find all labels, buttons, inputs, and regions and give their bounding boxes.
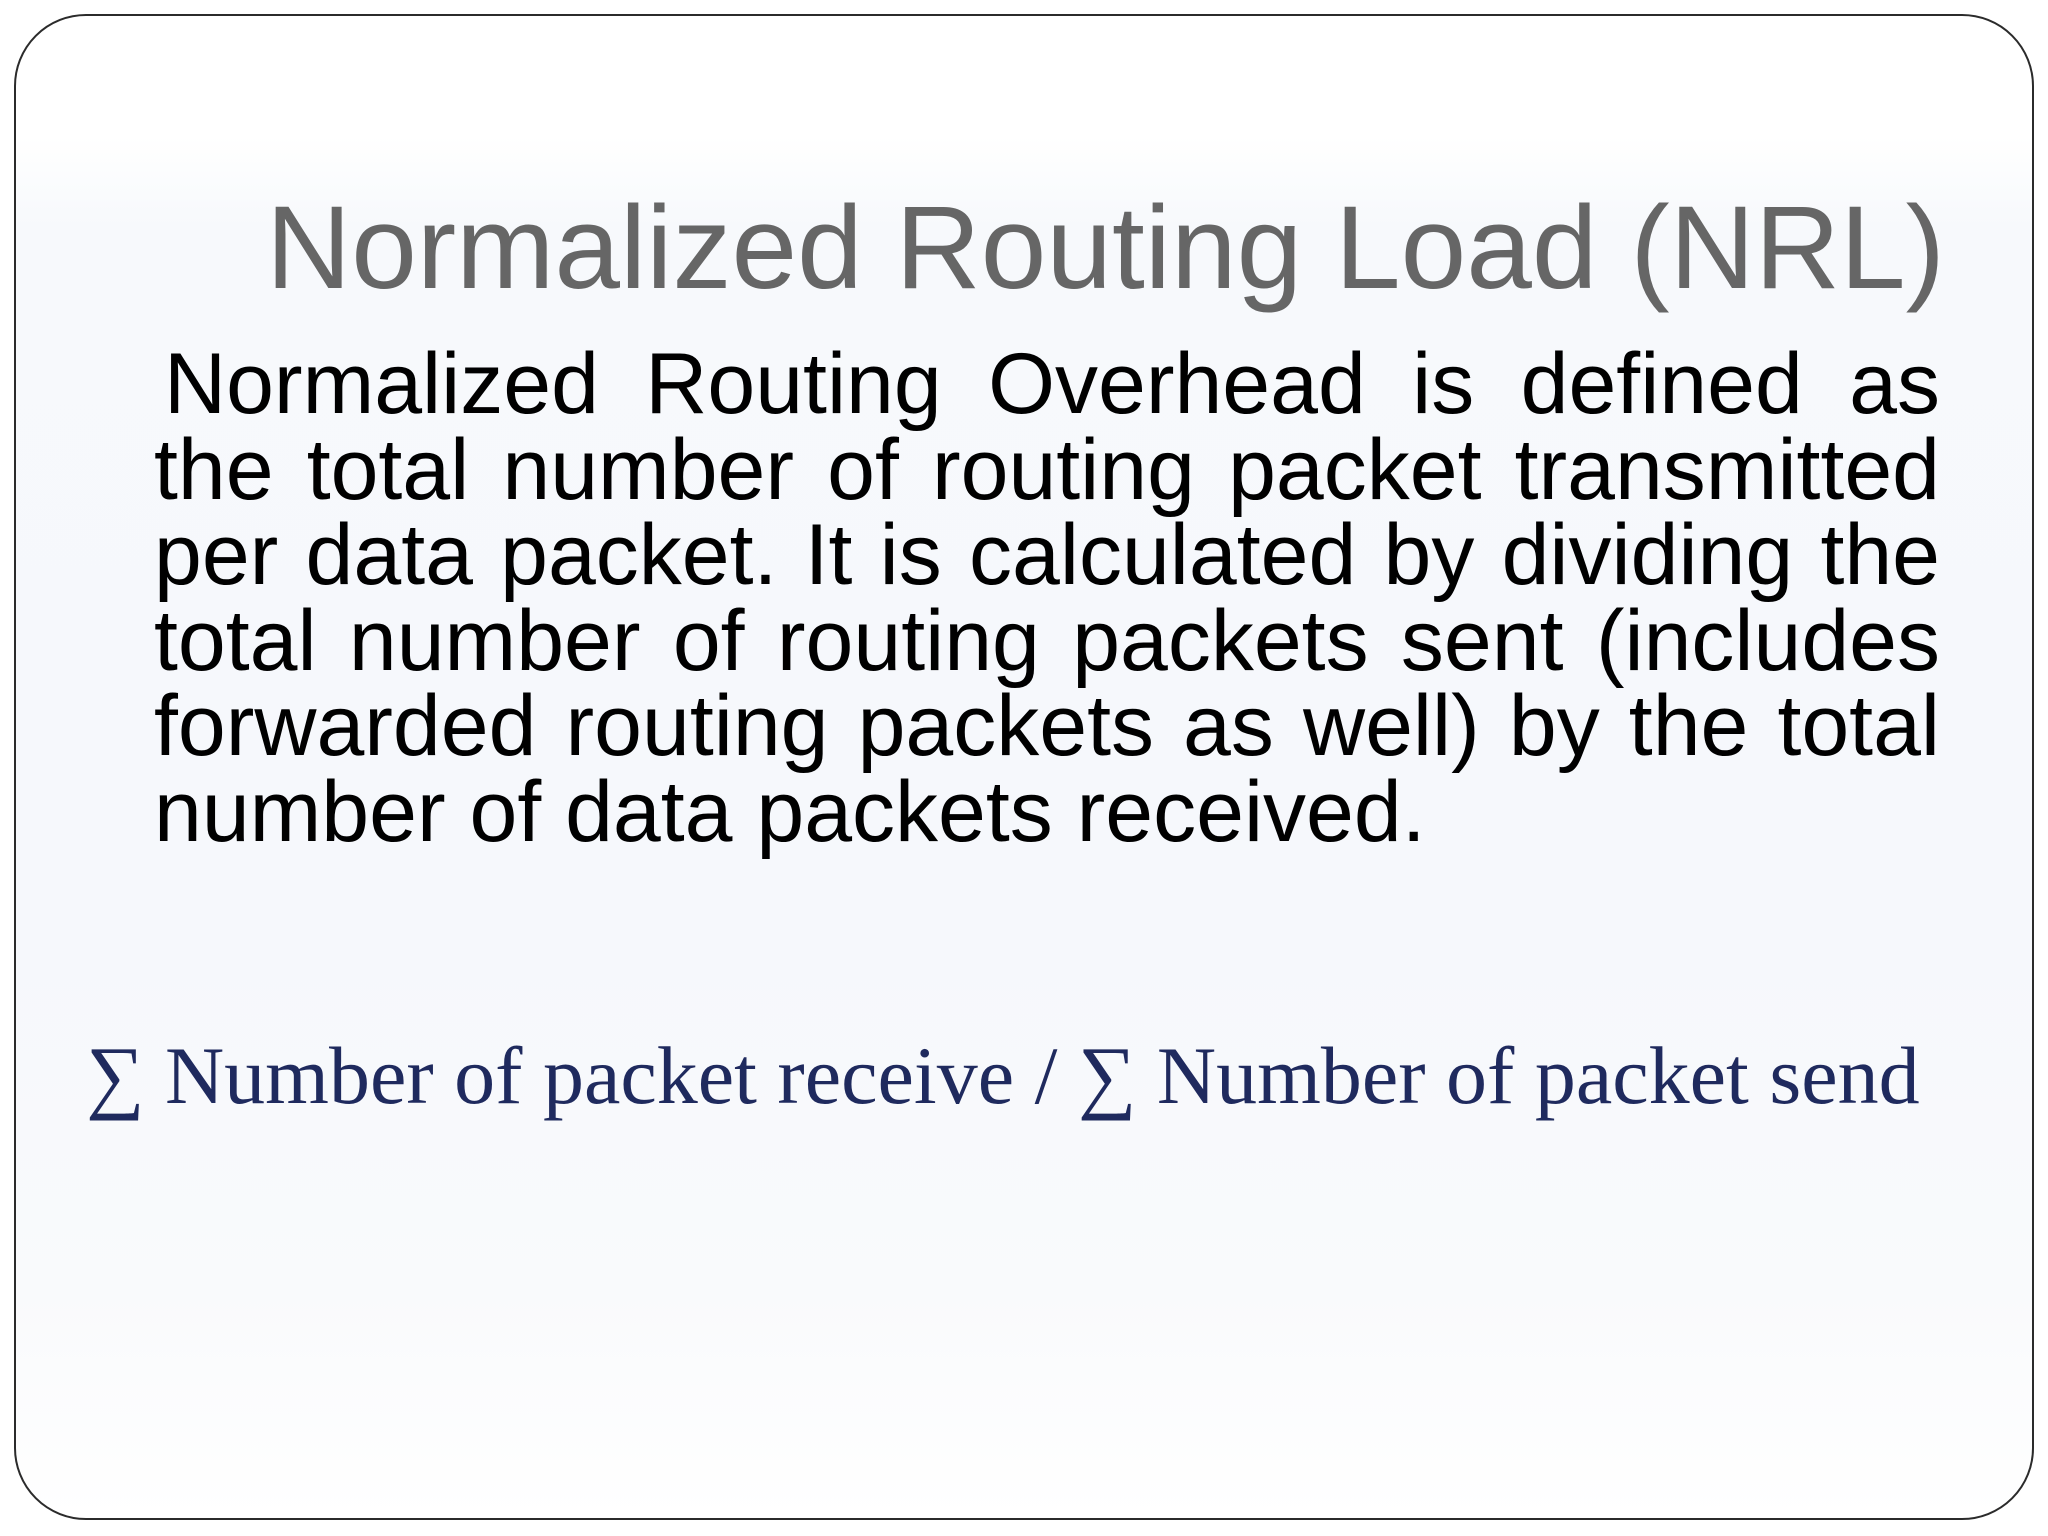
slide-body-text: Normalized Routing Overhead is defined as the total number of routing packet transmitted per data packet. It is calculated by dividing the total number of routing packets sent (includes forwarded routing packets as well) by the total number of data packets received.	[154, 336, 1940, 860]
slide-title: Normalized Routing Load (NRL)	[266, 182, 1945, 314]
nrl-formula: ∑ Number of packet receive / ∑ Number of packet send	[86, 1030, 1920, 1121]
slide-frame	[14, 14, 2034, 1520]
